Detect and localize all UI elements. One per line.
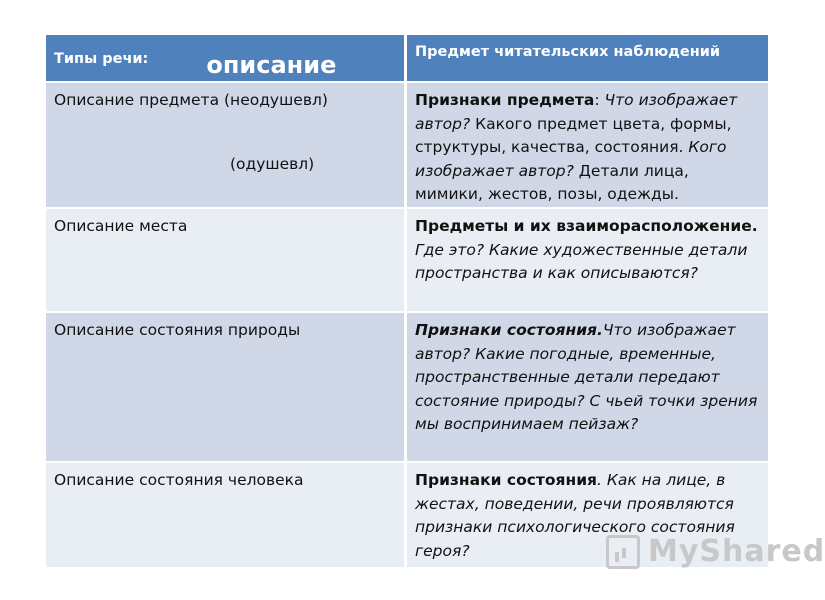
text-segment: Что изображает автор? Какие погодные, временные, пространственные детали передают состояние природы? С чьей точки зрения мы воспринимаем пейзаж? <box>415 321 758 433</box>
header-observations: Предмет читательских наблюдений <box>404 35 768 81</box>
row-2-right <box>404 207 768 311</box>
text-segment: Признаки предмета <box>415 91 595 109</box>
row-1-right <box>404 81 768 207</box>
text-segment: Кого изображает автор? <box>415 138 727 180</box>
header-speech-types <box>46 35 404 81</box>
text-segment: Детали лица, мимики, жестов, позы, одежды. <box>415 161 689 203</box>
row-3-left: Описание состояния природы <box>46 311 404 461</box>
header-title: описание <box>206 50 337 79</box>
header-label: Типы речи: <box>54 50 149 67</box>
text-segment: . Как на лице, в жестах, поведении, речи проявляются признаки психологического состояния героя? <box>415 471 735 560</box>
text-segment: Что изображает автор? <box>415 91 738 133</box>
watermark-text: MyShared <box>648 534 825 569</box>
row-3-right <box>404 311 768 461</box>
text-segment: : <box>594 91 605 109</box>
watermark-logo <box>606 534 825 569</box>
content-table <box>46 35 768 567</box>
text-segment: Признаки состояния. <box>415 321 603 339</box>
row-4-left: Описание состояния человека <box>46 461 404 567</box>
text-segment: Где это? Какие художественные детали пространства и как описываются? <box>415 240 748 282</box>
row-1-label: Описание предмета (неодушевл) <box>54 91 328 109</box>
text-segment: Предметы и их взаиморасположение. <box>415 217 758 235</box>
row-1-left <box>46 81 404 207</box>
text-segment: Какого предмет цвета, формы, структуры, качества, состояния. <box>415 114 732 156</box>
row-1-sublabel: (одушевл) <box>230 154 315 173</box>
presentation-icon <box>606 535 640 569</box>
text-segment: Признаки состояния <box>415 471 598 489</box>
row-2-left: Описание места <box>46 207 404 311</box>
